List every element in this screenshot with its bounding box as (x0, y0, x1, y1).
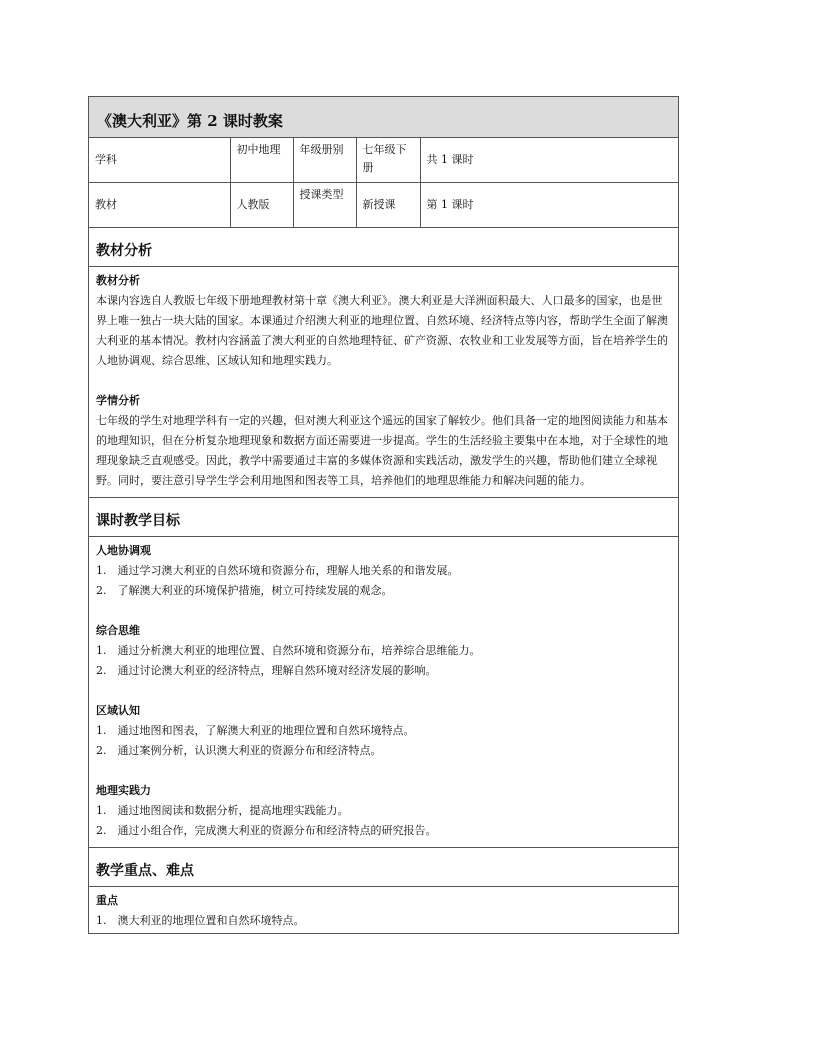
goal-item: 2. 了解澳大利亚的环境保护措施，树立可持续发展的观念。 (96, 583, 393, 597)
goal-group-title: 地理实践力 (96, 783, 151, 797)
goal-item: 1. 通过分析澳大利亚的地理位置、自然环境和资源分布，培养综合思维能力。 (96, 643, 481, 657)
student-analysis-text: 七年级的学生对地理学科有一定的兴趣，但对澳大利亚这个遥远的国家了解较少。他们具备一定的地图阅读能力和基本的地理知识，但在分析复杂地理现象和数据方面还需要进一步提高。学生的生活经验主要集中在本地，对于全球性的地理现象缺乏直观感受。因此，教学中需要通过丰富的多媒体资源和实践活动，激发学生的兴趣，帮助他们建立全球视野。同时，要注意引导学生学会利用地图和图表等工具，培养他们的地理思维能力和解决问题的能力。 (96, 413, 668, 487)
goal-item: 1. 通过学习澳大利亚的自然环境和资源分布，理解人地关系的和谐发展。 (96, 563, 459, 577)
info-cell: 七年级下册 (356, 138, 420, 182)
goal-group-title: 区域认知 (96, 703, 140, 717)
info-cell: 学科 (89, 138, 230, 182)
goal-group-title: 综合思维 (96, 623, 140, 637)
info-cell: 共 1 课时 (420, 138, 678, 182)
info-cell: 授课类型 (293, 182, 356, 227)
lesson-plan-document (88, 96, 679, 934)
info-cell: 年级册别 (293, 138, 356, 182)
info-cell: 人教版 (230, 182, 293, 227)
subheading-key: 重点 (96, 893, 118, 907)
goal-group-title: 人地协调观 (96, 543, 151, 557)
subheading-student: 学情分析 (96, 393, 140, 407)
section-body-analysis (89, 267, 678, 498)
goal-item: 2. 通过案例分析，认识澳大利亚的资源分布和经济特点。 (96, 743, 382, 757)
info-cell: 新授课 (356, 182, 420, 227)
goal-item: 2. 通过小组合作，完成澳大利亚的资源分布和经济特点的研究报告。 (96, 823, 437, 837)
section-body-key-points (89, 887, 678, 933)
document-title: 《澳大利亚》第 2 课时教案 (89, 97, 678, 138)
key-point-item: 1. 澳大利亚的地理位置和自然环境特点。 (96, 913, 305, 927)
goal-item: 1. 通过地图和图表，了解澳大利亚的地理位置和自然环境特点。 (96, 723, 415, 737)
info-table (89, 138, 678, 228)
subheading-material: 教材分析 (96, 273, 140, 287)
goal-item: 2. 通过讨论澳大利亚的经济特点，理解自然环境对经济发展的影响。 (96, 663, 437, 677)
info-cell: 教材 (89, 182, 230, 227)
section-body-goals (89, 537, 678, 848)
info-cell: 第 1 课时 (420, 182, 678, 227)
goal-item: 1. 通过地图阅读和数据分析，提高地理实践能力。 (96, 803, 349, 817)
info-cell: 初中地理 (230, 138, 293, 182)
material-analysis-text: 本课内容选自人教版七年级下册地理教材第十章《澳大利亚》。澳大利亚是大洋洲面积最大、人口最多的国家，也是世界上唯一独占一块大陆的国家。本课通过介绍澳大利亚的地理位置、自然环境、经济特点等内容，帮助学生全面了解澳大利亚的基本情况。教材内容涵盖了澳大利亚的自然地理特征、矿产资源、农牧业和工业发展等方面，旨在培养学生的人地协调观、综合思维、区域认知和地理实践力。 (96, 293, 668, 367)
section-heading-analysis: 教材分析 (89, 228, 678, 267)
section-heading-goals: 课时教学目标 (89, 498, 678, 537)
info-row-subject (89, 138, 678, 182)
section-heading-key-points: 教学重点、难点 (89, 848, 678, 887)
info-row-textbook (89, 182, 678, 227)
